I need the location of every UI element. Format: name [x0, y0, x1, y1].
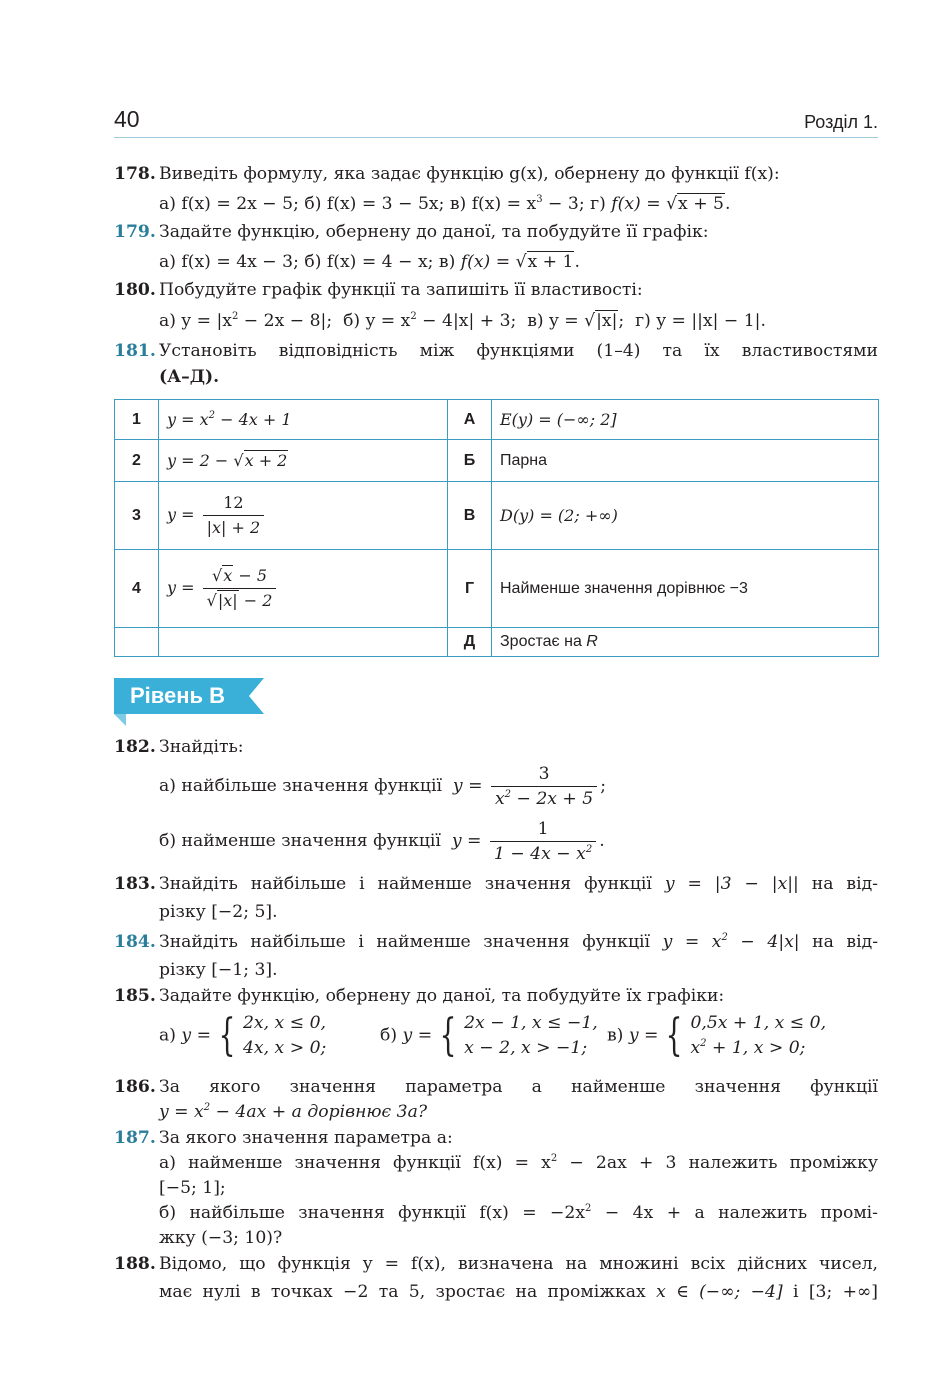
exercise-number: 180. [114, 280, 156, 300]
row-letter: Д [448, 628, 492, 657]
part-d-label: г) [590, 194, 606, 214]
exercise-text: Знайдіть: [159, 737, 244, 757]
exercise-178-parts [159, 193, 878, 215]
part-a: а) f(x) = 2x − 5; [159, 194, 299, 214]
property-cell: Парна [492, 440, 879, 482]
header-rule [114, 137, 878, 138]
part-b: б) f(x) = 4 − x; [304, 252, 434, 272]
exercise-184: 184. Знайдіть найбільше і найменше значення функції $y = x^2 - 4|x|$ на від- [114, 932, 878, 952]
function-cell: y = $\frac{12}{|x| + 2}$ [159, 482, 448, 550]
function-cell: $y = x^2 - 4x + 1$ [159, 400, 448, 440]
table-row [115, 482, 879, 550]
part-a: а) f(x) = 4x − 3; [159, 252, 299, 272]
exercise-text: Установіть відповідність між функціями (1–4) та їх властивостями [159, 341, 878, 361]
exercise-number: 187. [114, 1128, 156, 1148]
level-banner-fold [114, 714, 126, 726]
page-number: 40 [114, 106, 140, 132]
exercise-183-cont: різку [−2; 5]. [159, 902, 278, 922]
exercise-187-a: а) найменше значення функції $f(x) = x^2 - 2ax + 3$ належить проміжку [159, 1153, 878, 1173]
exercise-185-b: б) y = { 2x − 1, x ≤ −1, x − 2, x > −1; [380, 1010, 598, 1061]
exercise-number: 186. [114, 1077, 156, 1097]
function-cell: y = 2 − √x + 2 [159, 440, 448, 482]
exercise-number: 184. [114, 932, 156, 952]
exercise-187-b: б) найбільше значення функції $f(x) = -2x^2 - 4x + a$ належить промі- [159, 1203, 878, 1223]
row-letter: А [448, 400, 492, 440]
exercise-185-c: в) y = { 0,5x + 1, x ≤ 0, $x^2 + 1$, x > 0; [607, 1010, 827, 1061]
exercise-178 [114, 163, 878, 185]
section-title: Розділ 1. [804, 112, 878, 132]
row-letter: Г [448, 550, 492, 628]
exercise-187-b-cont: жку (−3; 10)? [159, 1228, 283, 1248]
exercise-182-a: а) найбільше значення функції y = $\frac{3}{x^2 - 2x + 5}$ ; [159, 764, 607, 809]
table-row [115, 628, 879, 657]
part-c: f(x) = √x + 1. [460, 252, 580, 272]
exercise-185-a: а) y = { 2x, x ≤ 0, 4x, x > 0; [159, 1010, 327, 1061]
table-row [115, 400, 879, 440]
row-number [115, 628, 159, 657]
part-b: б) f(x) = 3 − 5x; [304, 194, 445, 214]
exercise-181-cont: (А–Д). [159, 367, 220, 387]
exercise-180 [114, 279, 878, 301]
exercise-number: 188. [114, 1254, 156, 1274]
level-title: Рівень B [130, 683, 226, 708]
exercise-text: За якого значення параметра a: [159, 1128, 453, 1148]
row-number: 3 [115, 482, 159, 550]
row-letter: В [448, 482, 492, 550]
row-number: 1 [115, 400, 159, 440]
exercise-186: 186. За якого значення параметра a найменше значення функції [114, 1077, 878, 1097]
exercise-188: 188. Відомо, що функція y = f(x), визначена на множині всіх дійсних чисел, [114, 1254, 878, 1274]
exercise-185 [114, 985, 878, 1007]
exercise-number: 179. [114, 222, 156, 242]
exercise-number: 181. [114, 341, 156, 361]
exercise-180-parts [159, 310, 878, 332]
part-d-label: г) [635, 311, 651, 331]
part-d: y = ||x| − 1|. [656, 311, 766, 331]
part-c: в) $f(x) = x^3 - 3$; [449, 194, 585, 214]
row-letter: Б [448, 440, 492, 482]
exercise-number: 185. [114, 986, 156, 1006]
part-c-label: в) [438, 252, 456, 272]
part-a-label: а) [159, 311, 176, 331]
table-row [115, 550, 879, 628]
part-c-label: в) [527, 311, 544, 331]
exercise-text: Задайте функцію, обернену до даної, та побудуйте її графік: [159, 222, 709, 242]
row-number: 2 [115, 440, 159, 482]
exercise-179 [114, 221, 878, 243]
function-cell: y = $\frac{√x - 5}{√|x| - 2}$ [159, 550, 448, 628]
part-b: $y = x^2 - 4|x| + 3$; [365, 311, 517, 331]
table-row [115, 440, 879, 482]
part-c: y = √|x|; [549, 311, 625, 331]
exercise-number: 182. [114, 737, 156, 757]
exercise-183: 183. Знайдіть найбільше і найменше значення функції y = |3 − |x|| на від- [114, 874, 878, 894]
part-d: f(x) = √x + 5. [611, 194, 731, 214]
property-cell: E(y) = (−∞; 2] [492, 400, 879, 440]
exercise-text: Побудуйте графік функції та запишіть її властивості: [159, 280, 643, 300]
part-b-label: б) [343, 311, 361, 331]
exercise-number: 178. [114, 164, 156, 184]
exercise-text: Виведіть формулу, яка задає функцію g(x), обернену до функції f(x): [159, 164, 780, 184]
exercise-text: Задайте функцію, обернену до даної, та побудуйте їх графіки: [159, 986, 725, 1006]
row-number: 4 [115, 550, 159, 628]
property-cell: D(y) = (2; +∞) [492, 482, 879, 550]
property-cell: Зростає на R [492, 628, 879, 657]
exercise-188-cont: має нулі в точках −2 та 5, зростає на проміжках x ∈ (−∞; −4] і [3; +∞] [159, 1282, 879, 1302]
exercise-186-cont: $y = x^2 - 4ax + a$ дорівнює 3a? [159, 1102, 428, 1122]
function-cell [159, 628, 448, 657]
matching-table [114, 399, 879, 657]
exercise-187 [114, 1127, 878, 1149]
exercise-number: 183. [114, 874, 156, 894]
exercise-187-a-cont: [−5; 1]; [159, 1178, 226, 1198]
exercise-182 [114, 736, 878, 758]
exercise-179-parts [159, 251, 878, 273]
exercise-181 [114, 340, 878, 362]
property-cell: Найменше значення дорівнює −3 [492, 550, 879, 628]
exercise-182-b: б) найменше значення функції y = $\frac{1}{1 - 4x - x^2}$ . [159, 819, 605, 864]
exercise-184-cont: різку [−1; 3]. [159, 960, 278, 980]
part-a: $y = |x^2 - 2x - 8|$; [181, 311, 333, 331]
